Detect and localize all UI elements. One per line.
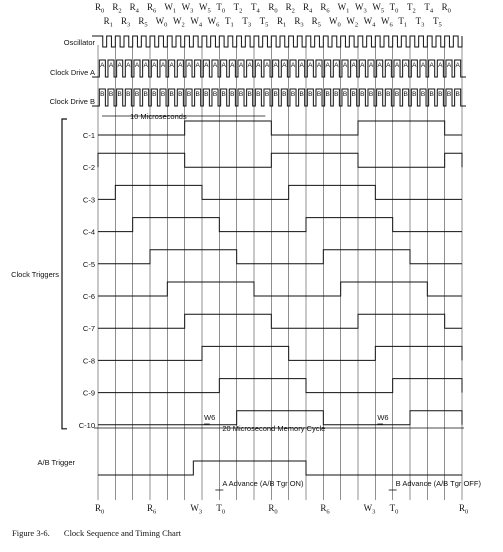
trigger-label: C-6 (82, 292, 95, 301)
slot-label-lower: $R_3$ (121, 16, 131, 29)
trigger-waveform-c-9 (98, 379, 462, 393)
trigger-label: C-8 (82, 356, 95, 366)
trigger-label: C-9 (82, 388, 95, 398)
slot-label-upper: $W_5$ (372, 2, 385, 15)
slot-label-upper: $R_4$ (129, 2, 139, 15)
slot-label-lower: $W_6$ (207, 16, 220, 29)
clock-drive-b-pulse-letter: B (160, 91, 166, 98)
clock-drive-a-pulse-letter: A (420, 62, 426, 69)
clock-drive-a-pulse-letter: A (412, 62, 417, 69)
clock-drive-a-label: Clock Drive A (49, 68, 95, 77)
slot-label-lower: $R_3$ (294, 16, 304, 29)
bottom-slot-label: $R_0$ (268, 503, 278, 516)
slot-label-upper: $W_3$ (181, 2, 194, 15)
bottom-slot-label: $T_0$ (389, 503, 399, 516)
clock-drive-a-pulse-letter: A (204, 62, 209, 69)
clock-drive-a-pulse-letter: A (195, 62, 200, 69)
slot-label-lower: $W_0$ (329, 16, 341, 29)
trigger-waveform-c-7 (98, 314, 462, 328)
slot-label-lower: $T_3$ (415, 16, 425, 29)
clock-drive-b-pulse-letter: B (204, 91, 209, 98)
clock-drive-b-pulse-letter: B (446, 91, 452, 98)
clock-drive-b-pulse-letter: B (256, 91, 261, 98)
clock-drive-a-pulse-letter: A (256, 62, 261, 69)
clock-drive-a-pulse-letter: A (368, 62, 374, 69)
w6-label: W6 (377, 413, 389, 422)
slot-label-lower: $W_0$ (155, 16, 168, 29)
bottom-slot-label: $T_0$ (216, 503, 226, 516)
clock-drive-b-pulse-letter: B (117, 91, 122, 98)
clock-drive-a-pulse-letter: A (134, 62, 140, 69)
bottom-slot-label: $R_6$ (147, 503, 157, 516)
clock-drive-b-pulse-letter: B (108, 91, 114, 98)
clock-drive-a-pulse-letter: A (377, 62, 382, 69)
clock-drive-b-pulse-letter: B (143, 91, 148, 98)
clock-drive-a-pulse-letter: A (438, 62, 443, 69)
figure-caption (12, 528, 193, 538)
slot-label-upper: $T_4$ (251, 2, 260, 15)
slot-label-upper: $W_1$ (164, 2, 177, 15)
clock-drive-b-pulse-letter: B (221, 91, 226, 98)
clock-drive-a-pulse-letter: A (282, 62, 287, 69)
memory-cycle-label: 20 Microsecond Memory Cycle (222, 424, 326, 433)
clock-drive-b-pulse-letter: B (186, 91, 192, 98)
clock-drive-a-pulse-letter: A (403, 62, 408, 69)
clock-drive-b-pulse-letter: B (360, 91, 365, 98)
bottom-slot-label: $W_3$ (363, 503, 376, 516)
bottom-slot-labels (95, 503, 468, 516)
trigger-waveform-c-4 (98, 218, 462, 232)
w6-label: W6 (204, 413, 216, 422)
clock-drive-a-pulse-letter: A (117, 62, 122, 69)
slot-label-upper: $R_0$ (268, 2, 278, 15)
clock-drive-b-label: Clock Drive B (49, 97, 95, 106)
trigger-waveform-c-3 (98, 185, 462, 199)
clock-drive-a-pulse-letter: A (446, 62, 452, 69)
clock-drive-b-pulse-letter: B (100, 91, 105, 98)
clock-drive-a-pulse-letter: A (178, 62, 183, 69)
oscillator-waveform (92, 36, 462, 47)
clock-drive-a-pulse-letter: A (186, 62, 192, 69)
trigger-label: C-3 (82, 195, 95, 205)
clock-drive-a-pulse-letter: A (212, 62, 218, 69)
figure-title: Clock Sequence and Timing Chart (63, 528, 182, 538)
clock-drive-b-pulse-letter: B (455, 91, 460, 98)
slot-label-lower: $R_5$ (311, 16, 321, 29)
trigger-waveform-c-2 (98, 153, 462, 167)
clock-drive-b-pulse-letter: B (394, 91, 400, 98)
clock-drive-b-pulse-letter: B (377, 91, 382, 98)
trigger-label: C-5 (82, 259, 95, 269)
slot-label-upper: $R_0$ (95, 2, 105, 15)
slot-label-upper: $T_0$ (216, 2, 226, 15)
clock-drive-b-pulse-letter: B (325, 91, 330, 98)
clock-drive-a-pulse-letter: A (100, 62, 105, 69)
clock-drive-b-pulse-letter: B (334, 91, 339, 98)
slot-label-lower: $W_4$ (190, 16, 203, 29)
trigger-waveform-c-1 (98, 121, 462, 135)
clock-drive-b-pulse-letter: B (230, 91, 235, 98)
slot-label-upper: $W_1$ (337, 2, 350, 15)
bottom-slot-label: $R_6$ (320, 503, 330, 516)
clock-drive-b-pulse-letter: B (438, 91, 443, 98)
ab-trigger-waveform (98, 461, 462, 475)
slot-label-lower: $R_5$ (138, 16, 148, 29)
trigger-label: C-1 (82, 131, 95, 140)
slot-label-lower: $R_1$ (277, 16, 287, 29)
clock-drive-a-pulse-letter: A (308, 62, 313, 69)
bottom-slot-label: $W_3$ (190, 503, 203, 516)
trigger-label: C-10 (78, 420, 95, 430)
slot-label-lower: $T_1$ (225, 16, 234, 29)
clock-drive-b-pulse-letter: B (282, 91, 287, 98)
slot-label-lower: $R_1$ (103, 16, 113, 29)
clock-drive-a-pulse-letter: A (386, 62, 391, 69)
slot-label-lower: $W_2$ (173, 16, 185, 29)
clock-drive-b-pulse-letter: B (134, 91, 140, 98)
slot-label-upper: $R_2$ (112, 2, 122, 15)
clock-drive-b-pulse-letter: B (386, 91, 391, 98)
trigger-waveform-c-8 (98, 346, 462, 360)
figure-number: Figure 3-6. (12, 528, 50, 538)
clock-drive-a-pulse-letter: A (247, 62, 252, 69)
clock-drive-b-pulse-letter: B (342, 91, 348, 98)
clock-drive-a-pulse-letter: A (394, 62, 400, 69)
clock-drive-a-pulse-letter: A (143, 62, 148, 69)
clock-drive-b-pulse-letter: B (316, 91, 322, 98)
clock-drive-b-pulse-letter: B (264, 91, 270, 98)
clock-drive-a-pulse-letter: A (221, 62, 226, 69)
slot-label-upper: $T_2$ (407, 2, 416, 15)
clock-drive-b-pulse-letter: B (290, 91, 296, 98)
clock-triggers-bracket (62, 119, 67, 429)
slot-label-lower: $W_6$ (381, 16, 393, 29)
clock-drive-a-pulse-letter: A (108, 62, 114, 69)
slot-label-upper: $T_4$ (424, 2, 434, 15)
annotations (94, 112, 481, 490)
clock-drive-a-pulse-letter: A (273, 62, 278, 69)
clock-drive-b-pulse-letter: B (420, 91, 426, 98)
slot-label-lower: $T_5$ (433, 16, 442, 29)
clock-drive-b-pulse-letter: B (195, 91, 200, 98)
slot-label-upper: $T_0$ (389, 2, 399, 15)
clock-drive-b-pulse-letter: B (273, 91, 278, 98)
clock-drive-a-pulse-letter: A (429, 62, 434, 69)
clock-drive-b-pulse-letter: B (308, 91, 313, 98)
trigger-label: C-2 (82, 163, 95, 173)
clock-drive-a-pulse-letter: A (126, 62, 131, 69)
clock-drive-a-pulse-letter: A (152, 62, 157, 69)
clock-drive-b-pulse-letter: B (403, 91, 408, 98)
clock-drive-a-pulse-letter: A (160, 62, 166, 69)
clock-drive-b-pulse-letter: B (126, 91, 131, 98)
clock-drive-b-pulse-letter: B (212, 91, 218, 98)
slot-label-lower: $T_3$ (242, 16, 252, 29)
clock-drive-b-pulse-letter: B (429, 91, 434, 98)
slot-label-upper: $T_2$ (233, 2, 243, 15)
clock-drive-a-pulse-letter: A (342, 62, 348, 69)
trigger-waveform-c-6 (98, 282, 462, 296)
clock-drive-a-pulse-letter: A (169, 62, 174, 69)
b-advance-label: B Advance (A/B Tgr OFF) (395, 479, 481, 488)
clock-drive-a-pulse-letter: A (230, 62, 235, 69)
clock-drive-a-pulse-letter: A (360, 62, 365, 69)
clock-drive-b-pulse-letter: B (152, 91, 157, 98)
slot-label-upper: $W_5$ (199, 2, 211, 15)
clock-drive-b-pulse-letter: B (299, 91, 304, 98)
clock-drive-a-pulse-letter: A (290, 62, 296, 69)
ten-microseconds-label: 10 Microseconds (130, 112, 187, 121)
clock-drive-a-pulse-letter: A (299, 62, 304, 69)
slot-label-upper: $R_0$ (441, 2, 451, 15)
clock-drive-b-pulse-letter: B (412, 91, 417, 98)
slot-label-upper: $R_6$ (147, 2, 157, 15)
trigger-label: C-4 (82, 227, 95, 237)
a-advance-label: A Advance (A/B Tgr ON) (222, 479, 304, 488)
slot-label-upper: $R_2$ (285, 2, 295, 15)
clock-drive-a-pulse-letter: A (238, 62, 244, 69)
oscillator-label: Oscillator (63, 38, 95, 47)
top-slot-labels (95, 2, 451, 29)
clock-triggers-label: Clock Triggers (11, 269, 59, 279)
trigger-waveform-c-10 (98, 411, 462, 425)
slot-label-lower: $T_5$ (259, 16, 269, 29)
clock-drive-b-pulse-letter: B (368, 91, 374, 98)
trigger-label: C-7 (82, 324, 95, 334)
signal-labels (11, 38, 95, 467)
clock-drive-a-pulse-letter: A (264, 62, 270, 69)
bottom-slot-label: $R_0$ (95, 503, 105, 516)
clock-drive-b-pulse-letter: B (247, 91, 252, 98)
clock-drive-a-pulse-letter: A (316, 62, 322, 69)
slot-label-lower: $W_4$ (363, 16, 376, 29)
slot-label-lower: $W_2$ (346, 16, 359, 29)
slot-label-upper: $R_6$ (320, 2, 330, 15)
slot-label-lower: $T_1$ (398, 16, 408, 29)
clock-drive-b-pulse-letter: B (351, 91, 356, 98)
clock-drive-a-pulse-letter: A (325, 62, 330, 69)
trigger-waveform-c-5 (98, 250, 462, 264)
bottom-slot-label: $R_0$ (459, 503, 469, 516)
clock-drive-a-pulse-letter: A (351, 62, 356, 69)
slot-label-upper: $R_4$ (303, 2, 313, 15)
clock-drive-b-pulse-letter: B (169, 91, 174, 98)
ab-trigger-label: A/B Trigger (37, 458, 75, 467)
clock-drive-a-pulse-letter: A (334, 62, 339, 69)
clock-drive-b-pulse-letter: B (238, 91, 244, 98)
clock-drive-a-pulse-letter: A (455, 62, 460, 69)
clock-drive-b-pulse-letter: B (178, 91, 183, 98)
slot-label-upper: $W_3$ (355, 2, 367, 15)
